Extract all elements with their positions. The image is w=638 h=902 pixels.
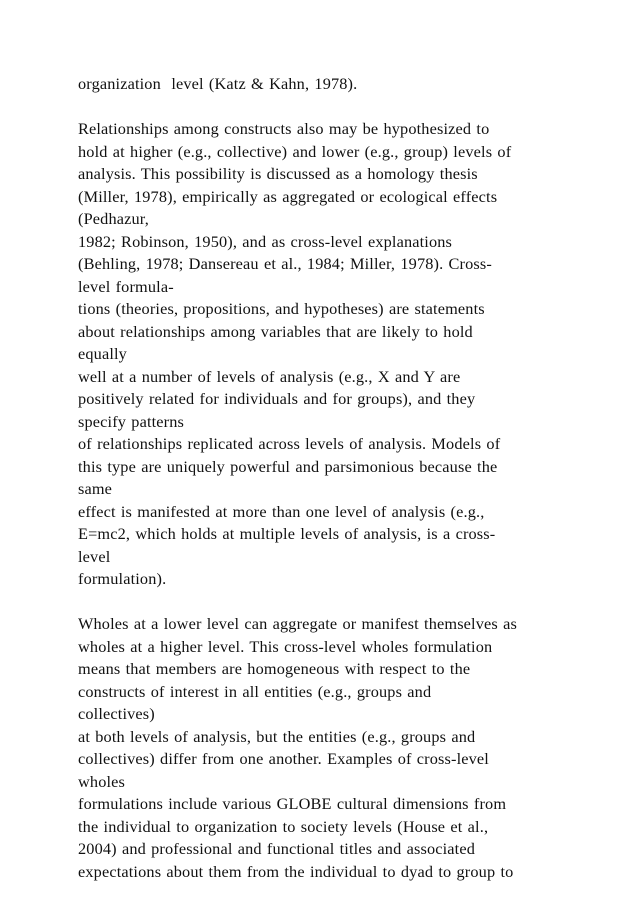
text-line: expectations about them from the individual to dyad to group to bbox=[78, 861, 514, 881]
text-line: well at a number of levels of analysis (e.g., X and Y are bbox=[78, 366, 461, 386]
text-line: means that members are homogeneous with respect to the bbox=[78, 659, 471, 678]
text-line: equally bbox=[78, 344, 127, 363]
text-line: Wholes at a lower level can aggregate or manifest themselves as bbox=[78, 614, 517, 633]
text-line: at both levels of analysis, but the entities (e.g., groups and bbox=[78, 726, 476, 746]
text-line: level formula- bbox=[78, 276, 174, 296]
document-body-text bbox=[78, 73, 578, 883]
blank-line bbox=[78, 96, 578, 119]
text-line: wholes at a higher level. This cross-level wholes formulation bbox=[78, 636, 493, 656]
text-line: (Miller, 1978), empirically as aggregated or ecological effects bbox=[78, 186, 498, 206]
text-line: positively related for individuals and for groups), and they bbox=[78, 389, 476, 408]
text-line: same bbox=[78, 479, 113, 498]
text-line: formulations include various GLOBE cultural dimensions from bbox=[78, 794, 507, 813]
text-line: effect is manifested at more than one level of analysis (e.g., bbox=[78, 501, 485, 521]
text-line: the individual to organization to society levels (House et al., bbox=[78, 816, 489, 836]
text-line: constructs of interest in all entities (e.g., groups and bbox=[78, 681, 432, 701]
text-line: collectives) differ from one another. Examples of cross-level bbox=[78, 749, 489, 768]
text-line: (Pedhazur, bbox=[78, 209, 149, 228]
text-line: formulation). bbox=[78, 569, 167, 588]
text-line: level bbox=[78, 546, 111, 566]
text-line: 2004) and professional and functional titles and associated bbox=[78, 839, 475, 858]
text-line: of relationships replicated across levels of analysis. Models of bbox=[78, 434, 501, 453]
text-line: tions (theories, propositions, and hypotheses) are statements bbox=[78, 299, 485, 318]
text-line: collectives) bbox=[78, 704, 155, 723]
text-line: (Behling, 1978; Dansereau et al., 1984; Miller, 1978). Cross- bbox=[78, 254, 492, 273]
text-line: 1982; Robinson, 1950), and as cross-level explanations bbox=[78, 231, 453, 251]
text-line: hold at higher (e.g., collective) and lower (e.g., group) levels of bbox=[78, 141, 512, 161]
text-line: organization level (Katz & Kahn, 1978). bbox=[78, 74, 358, 93]
text-line: wholes bbox=[78, 771, 126, 791]
text-line: E=mc2, which holds at multiple levels of analysis, is a cross- bbox=[78, 524, 496, 543]
text-line: analysis. This possibility is discussed as a homology thesis bbox=[78, 164, 478, 183]
blank-line bbox=[78, 591, 578, 614]
text-line: Relationships among constructs also may be hypothesized to bbox=[78, 119, 490, 138]
text-line: specify patterns bbox=[78, 411, 185, 431]
text-line: about relationships among variables that are likely to hold bbox=[78, 321, 473, 341]
text-line: this type are uniquely powerful and parsimonious because the bbox=[78, 456, 498, 476]
